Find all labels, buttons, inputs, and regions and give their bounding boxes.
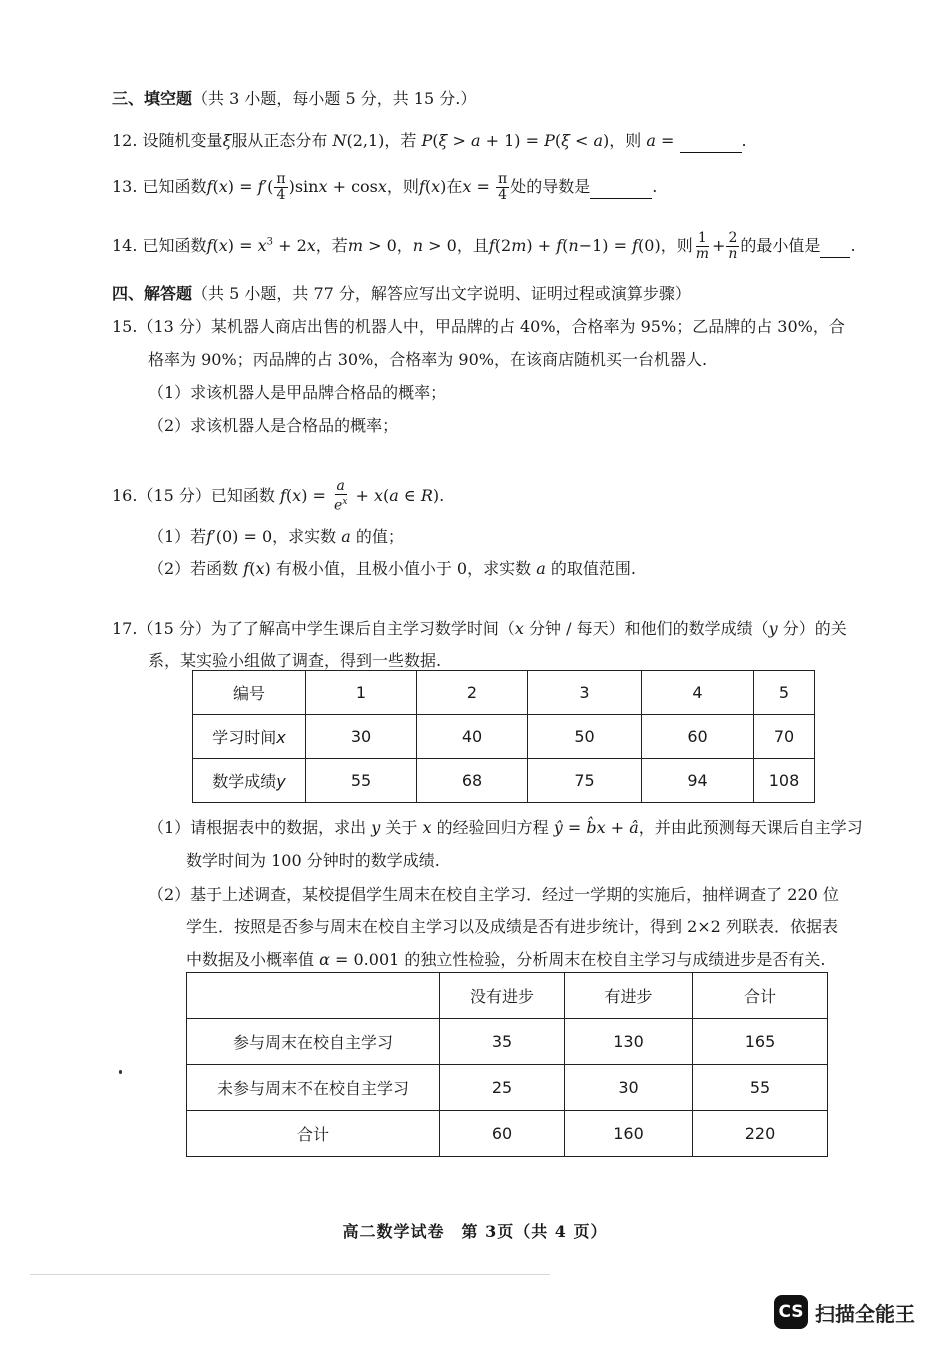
scanner-brand-name: 扫描全能王: [815, 1301, 915, 1326]
data-table: [192, 670, 815, 803]
section4-heading: [112, 283, 691, 305]
table-row: 数学成绩y 55 68 75 94 108: [193, 759, 815, 803]
divider: [30, 1274, 550, 1275]
table-header-row: 没有进步 有进步 合计: [187, 973, 828, 1019]
section4-note: （共 5 小题，共 77 分，解答应写出文字说明、证明过程或演算步骤）: [192, 284, 691, 303]
section3-heading: [112, 88, 476, 110]
question-17-sub2-line3: 中数据及小概率值 α = 0.001 的独立性检验，分析周末在校自主学习与成绩进步是否有关.: [186, 950, 826, 969]
question-17-line1: 17.（15 分）为了了解高中学生课后自主学习数学时间（x 分钟 / 每天）和他们的数学成绩（y 分）的关: [112, 619, 847, 638]
scanner-watermark: [774, 1295, 915, 1329]
section3-note: （共 3 小题，每小题 5 分，共 15 分.）: [192, 89, 477, 108]
question-17-sub1: （1）请根据表中的数据，求出 y 关于 x 的经验回归方程 ŷ = b̂x + â，并由此预测每天课后自主学习: [148, 818, 863, 837]
question-15-line1: 15.（13 分）某机器人商店出售的机器人中，甲品牌的占 40%，合格率为 95%；乙品牌的占 30%，合: [112, 317, 845, 336]
table-row: 合计 60 160 220: [187, 1111, 828, 1157]
section3-title: 三、填空题: [112, 89, 193, 108]
table-row: 未参与周末不在校自主学习 25 30 55: [187, 1065, 828, 1111]
question-15-line2: 格率为 90%；丙品牌的占 30%，合格率为 90%，在该商店随机买一台机器人.: [148, 350, 708, 369]
question-13: 13. 已知函数f(x) = f′( $\frac{\pi}{4}$ )sinx + cosx，则f(x)在x = $\frac{\pi}{4}$ 处的导数是 .: [112, 171, 658, 203]
question-16-sub2: （2）若函数 f(x) 有极小值，且极小值小于 0，求实数 a 的取值范围.: [148, 559, 636, 578]
contingency-table: [186, 972, 828, 1157]
question-17-sub2-line2: 学生．按照是否参与周末在校自主学习以及成绩是否有进步统计，得到 2×2 列联表．依据表: [186, 917, 838, 936]
question-16-sub1: （1）若f′(0) = 0，求实数 a 的值；: [148, 527, 404, 546]
camscanner-logo-icon: CS: [774, 1295, 808, 1329]
answer-blank: [590, 176, 652, 199]
question-16: 16.（15 分）已知函数 f(x) = $\frac{a}{e^x}$ + x(a ∈ R).: [112, 478, 445, 514]
question-15-sub1: （1）求该机器人是甲品牌合格品的概率；: [148, 383, 447, 402]
table-row: 参与周末在校自主学习 35 130 165: [187, 1019, 828, 1065]
scan-speck: [119, 1070, 122, 1074]
question-15-sub2: （2）求该机器人是合格品的概率；: [148, 416, 399, 435]
question-14: 14. 已知函数$f(x) = x^3 + 2x$，若m > 0，n > 0，且f(2m) + f(n−1) = f(0)，则 $\frac{1}{m}$ + $\frac{2}{n}$ 的最小值是 .: [112, 230, 856, 262]
table-header-row: 编号 1 2 3 4 5: [193, 671, 815, 715]
question-17-sub2-line1: （2）基于上述调查，某校提倡学生周末在校自主学习．经过一学期的实施后，抽样调查了 220 位: [148, 885, 839, 904]
question-17-sub1-line2: 数学时间为 100 分钟时的数学成绩.: [186, 851, 440, 870]
section4-title: 四、解答题: [112, 284, 193, 303]
answer-blank: [680, 130, 742, 153]
question-17-line2: 系，某实验小组做了调查，得到一些数据.: [148, 651, 442, 670]
answer-blank: [820, 235, 850, 258]
table-row: 学习时间x 30 40 50 60 70: [193, 715, 815, 759]
question-12: 12. 设随机变量ξ服从正态分布 N(2,1)，若 P(ξ > a + 1) = P(ξ < a)，则 a = .: [112, 130, 747, 153]
page-footer: 高二数学试卷 第 3页（共 4 页）: [342, 1222, 608, 1241]
